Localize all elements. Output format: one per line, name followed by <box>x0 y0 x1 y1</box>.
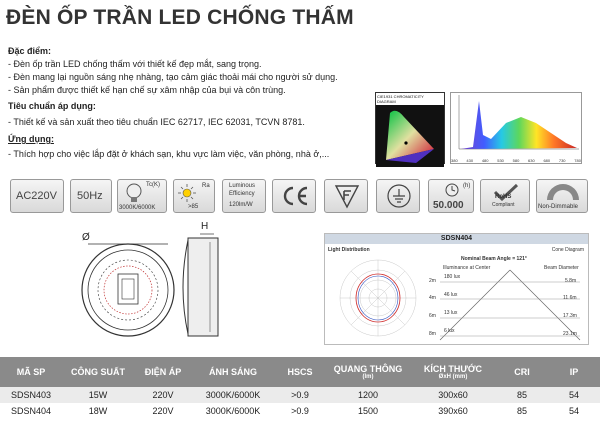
table-cell: 3000K/6000K <box>192 403 274 419</box>
lux-label: 180 lux <box>444 274 461 280</box>
photometric-panel <box>324 233 589 345</box>
table-cell: 54 <box>548 387 600 403</box>
distance-label: 2m <box>429 278 436 284</box>
applications-line: - Thích hợp cho việc lắp đặt ở khách sạn, khu vực làm việc, văn phòng, nhà ở,... <box>8 149 330 159</box>
dimmer-arc-icon <box>543 182 583 202</box>
ce-badge <box>272 179 316 213</box>
frequency-label: 50Hz <box>77 190 103 202</box>
beam-diameter-label: 17.3m <box>563 313 577 319</box>
lifetime-badge <box>428 179 474 213</box>
ra-badge <box>173 179 215 213</box>
color-temp-badge <box>117 179 167 213</box>
features-heading: Đặc điểm: <box>8 46 52 56</box>
beam-diameter-label: 11.6m <box>563 295 577 301</box>
tc-label: Tc(K) <box>146 182 160 188</box>
distance-label: 4m <box>429 295 436 301</box>
feature-line: - Đèn mang lại nguồn sáng nhẹ nhàng, tạo cảm giác thoải mái cho người sử dụng. <box>8 72 338 82</box>
lux-label: 46 lux <box>444 292 458 298</box>
spectrum-curve-icon <box>451 93 581 155</box>
diameter-label: Ø <box>82 232 90 243</box>
spectrum-tick: 480 <box>481 158 489 163</box>
table-row <box>0 403 600 419</box>
table-header: IP <box>548 357 600 387</box>
diameter-col-label: Beam Diameter <box>544 265 579 271</box>
feature-line: - Đèn ốp trần LED chống thấm với thiết kế đẹp mắt, sang trọng. <box>8 59 262 69</box>
rohs-sub: Compliant <box>492 202 515 208</box>
polar-plot-icon <box>328 254 428 342</box>
table-header: ĐIỆN ÁP <box>134 357 192 387</box>
ground-badge <box>376 179 420 213</box>
table-header: ÁNH SÁNG <box>192 357 274 387</box>
table-cell: >0.9 <box>274 403 326 419</box>
dimming-badge <box>536 179 588 213</box>
table-cell: 220V <box>134 387 192 403</box>
efficiency-badge <box>222 179 266 213</box>
table-cell: 1200 <box>326 387 410 403</box>
cone-diagram-label: Cone Diagram <box>551 247 584 253</box>
table-cell: 85 <box>496 403 548 419</box>
efficiency-value: 120lm/W <box>229 202 253 208</box>
light-distribution-label: Light Distribution <box>328 247 370 253</box>
table-row <box>0 387 600 403</box>
spectrum-tick: 780 <box>574 158 581 163</box>
lux-label: 13 lux <box>444 310 458 316</box>
table-cell: 85 <box>496 387 548 403</box>
table-header: KÍCH THƯỚC ØxH (mm) <box>410 357 496 387</box>
table-header: CÔNG SUẤT <box>62 357 134 387</box>
spectrum-tick: 680 <box>543 158 551 163</box>
f-mark-icon <box>334 183 360 209</box>
distance-label: 6m <box>429 313 436 319</box>
table-cell: SDSN403 <box>0 387 62 403</box>
spectrum-tick: 730 <box>558 158 566 163</box>
clock-icon <box>443 182 461 198</box>
ra-label: Ra <box>202 183 210 189</box>
height-label: H <box>201 221 209 232</box>
beam-diameter-label: 5.8m <box>565 278 577 284</box>
cie-plot-icon <box>376 105 444 167</box>
table-cell: 18W <box>62 403 134 419</box>
f-mark-badge <box>324 179 368 213</box>
ra-value: >85 <box>188 204 199 210</box>
table-cell: 300x60 <box>410 387 496 403</box>
table-cell: 54 <box>548 403 600 419</box>
life-value: 50.000 <box>433 200 464 211</box>
distance-label: 8m <box>429 331 436 337</box>
table-cell: >0.9 <box>274 387 326 403</box>
standards-line: - Thiết kế và sản xuất theo tiêu chuẩn IEC 62717, IEC 62031, TCVN 8781. <box>8 117 305 127</box>
beam-diameter-label: 23.1m <box>563 331 577 337</box>
beam-angle-label: Nominal Beam Angle = 121° <box>461 256 527 262</box>
table-cell: 220V <box>134 403 192 419</box>
table-header: CRI <box>496 357 548 387</box>
lux-label: 6 lux <box>444 328 455 334</box>
efficiency-label: Efficiency <box>229 191 255 197</box>
spectrum-tick: 530 <box>497 158 504 163</box>
sun-icon <box>177 183 197 203</box>
page-title: ĐÈN ỐP TRẦN LED CHỐNG THẤM <box>6 6 354 29</box>
table-header: HSCS <box>274 357 326 387</box>
life-label: (h) <box>463 183 471 189</box>
rohs-badge <box>480 179 530 213</box>
spectrum-tick: 430 <box>466 158 474 163</box>
tc-value: 3000K/6000K <box>119 205 156 211</box>
spec-table <box>0 357 600 419</box>
feature-line: - Sản phẩm được thiết kế hạn chế sự xâm nhập của bụi và côn trùng. <box>8 85 286 95</box>
dim-label: Non-Dimmable <box>538 204 579 210</box>
center-col-label: Illuminance at Center <box>443 265 491 271</box>
spectrum-tick: 630 <box>528 158 535 163</box>
table-header: MÃ SP <box>0 357 62 387</box>
table-cell: SDSN404 <box>0 403 62 419</box>
ground-icon <box>386 183 412 209</box>
cie-label: CIE1931 CHROMATICITY DIAGRAM <box>377 94 424 104</box>
frequency-badge <box>70 179 112 213</box>
table-cell: 1500 <box>326 403 410 419</box>
spectrum-chart <box>450 92 582 164</box>
applications-heading: Ứng dụng: <box>8 134 54 144</box>
rohs-label: RoHS <box>495 194 512 200</box>
table-cell: 3000K/6000K <box>192 387 274 403</box>
ce-mark-icon <box>280 185 310 207</box>
efficiency-label: Luminous <box>229 183 256 189</box>
spectrum-tick: 380 <box>451 158 458 163</box>
dimension-drawing <box>60 222 225 342</box>
voltage-label: AC220V <box>16 190 57 202</box>
standards-heading: Tiêu chuẩn áp dụng: <box>8 101 96 111</box>
panel-model: SDSN404 <box>325 234 588 244</box>
bulb-icon <box>124 182 144 204</box>
table-cell: 15W <box>62 387 134 403</box>
cie-diagram <box>375 92 445 164</box>
spectrum-tick: 580 <box>512 158 520 163</box>
table-header: QUANG THÔNG (lm) <box>326 357 410 387</box>
table-header-row <box>0 357 600 387</box>
table-cell: 390x60 <box>410 403 496 419</box>
voltage-badge <box>10 179 64 213</box>
